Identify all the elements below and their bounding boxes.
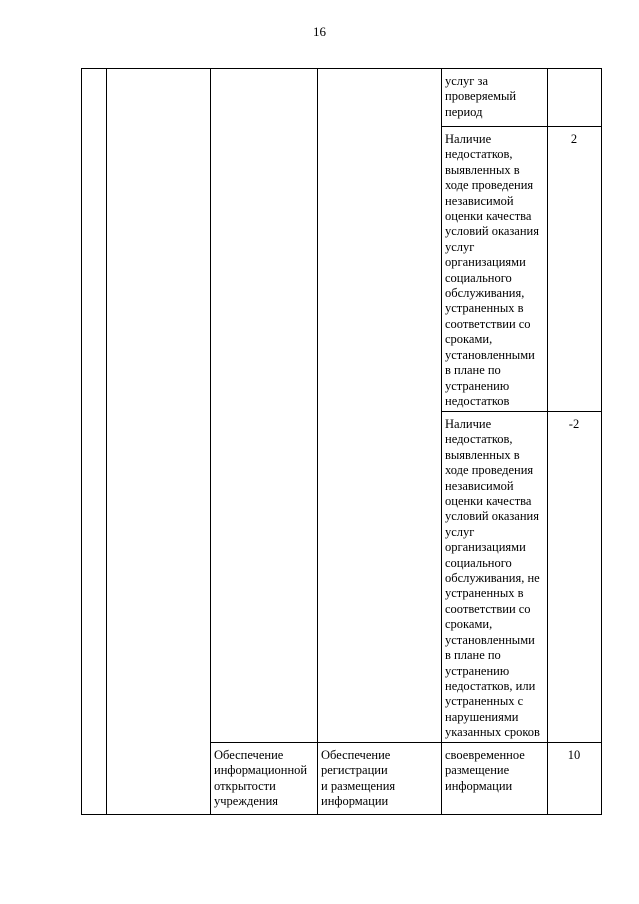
column-border xyxy=(317,68,318,815)
table-top-border xyxy=(81,68,602,69)
condition-cell: Наличие недостатков, выявленных в ходе проведения независимой оценки качества условий оказания услуг организациями социального обслуживания, не устраненных в соответствии со сроками, установленными в плане по устранению недостатков, или устраненных с нарушениями указанных сроков xyxy=(445,417,540,740)
condition-cell: услуг за проверяемый период xyxy=(445,74,517,119)
row-divider xyxy=(441,126,602,127)
column-border xyxy=(81,68,82,815)
column-border xyxy=(441,68,442,815)
column-border xyxy=(106,68,107,815)
page-number: 16 xyxy=(313,24,326,39)
column-border xyxy=(210,68,211,815)
points-cell: -2 xyxy=(568,417,580,431)
points-cell: 10 xyxy=(567,748,581,762)
column-border xyxy=(601,68,602,815)
table-bottom-border xyxy=(81,814,602,815)
condition-cell: своевременное размещение информации xyxy=(445,748,525,793)
column-border xyxy=(547,68,548,815)
row-divider xyxy=(441,411,602,412)
condition-cell: Наличие недостатков, выявленных в ходе проведения независимой оценки качества условий оказания услуг организациями социального обслуживания, устраненных в соответствии со сроками, установленными в плане по устранению недостатков xyxy=(445,132,539,408)
points-cell: 2 xyxy=(570,132,578,146)
criterion-cell: Обеспечение информационной открытости учреждения xyxy=(214,748,308,809)
row-divider xyxy=(210,742,602,743)
indicator-cell: Обеспечение регистрации и размещения информации xyxy=(321,748,396,809)
